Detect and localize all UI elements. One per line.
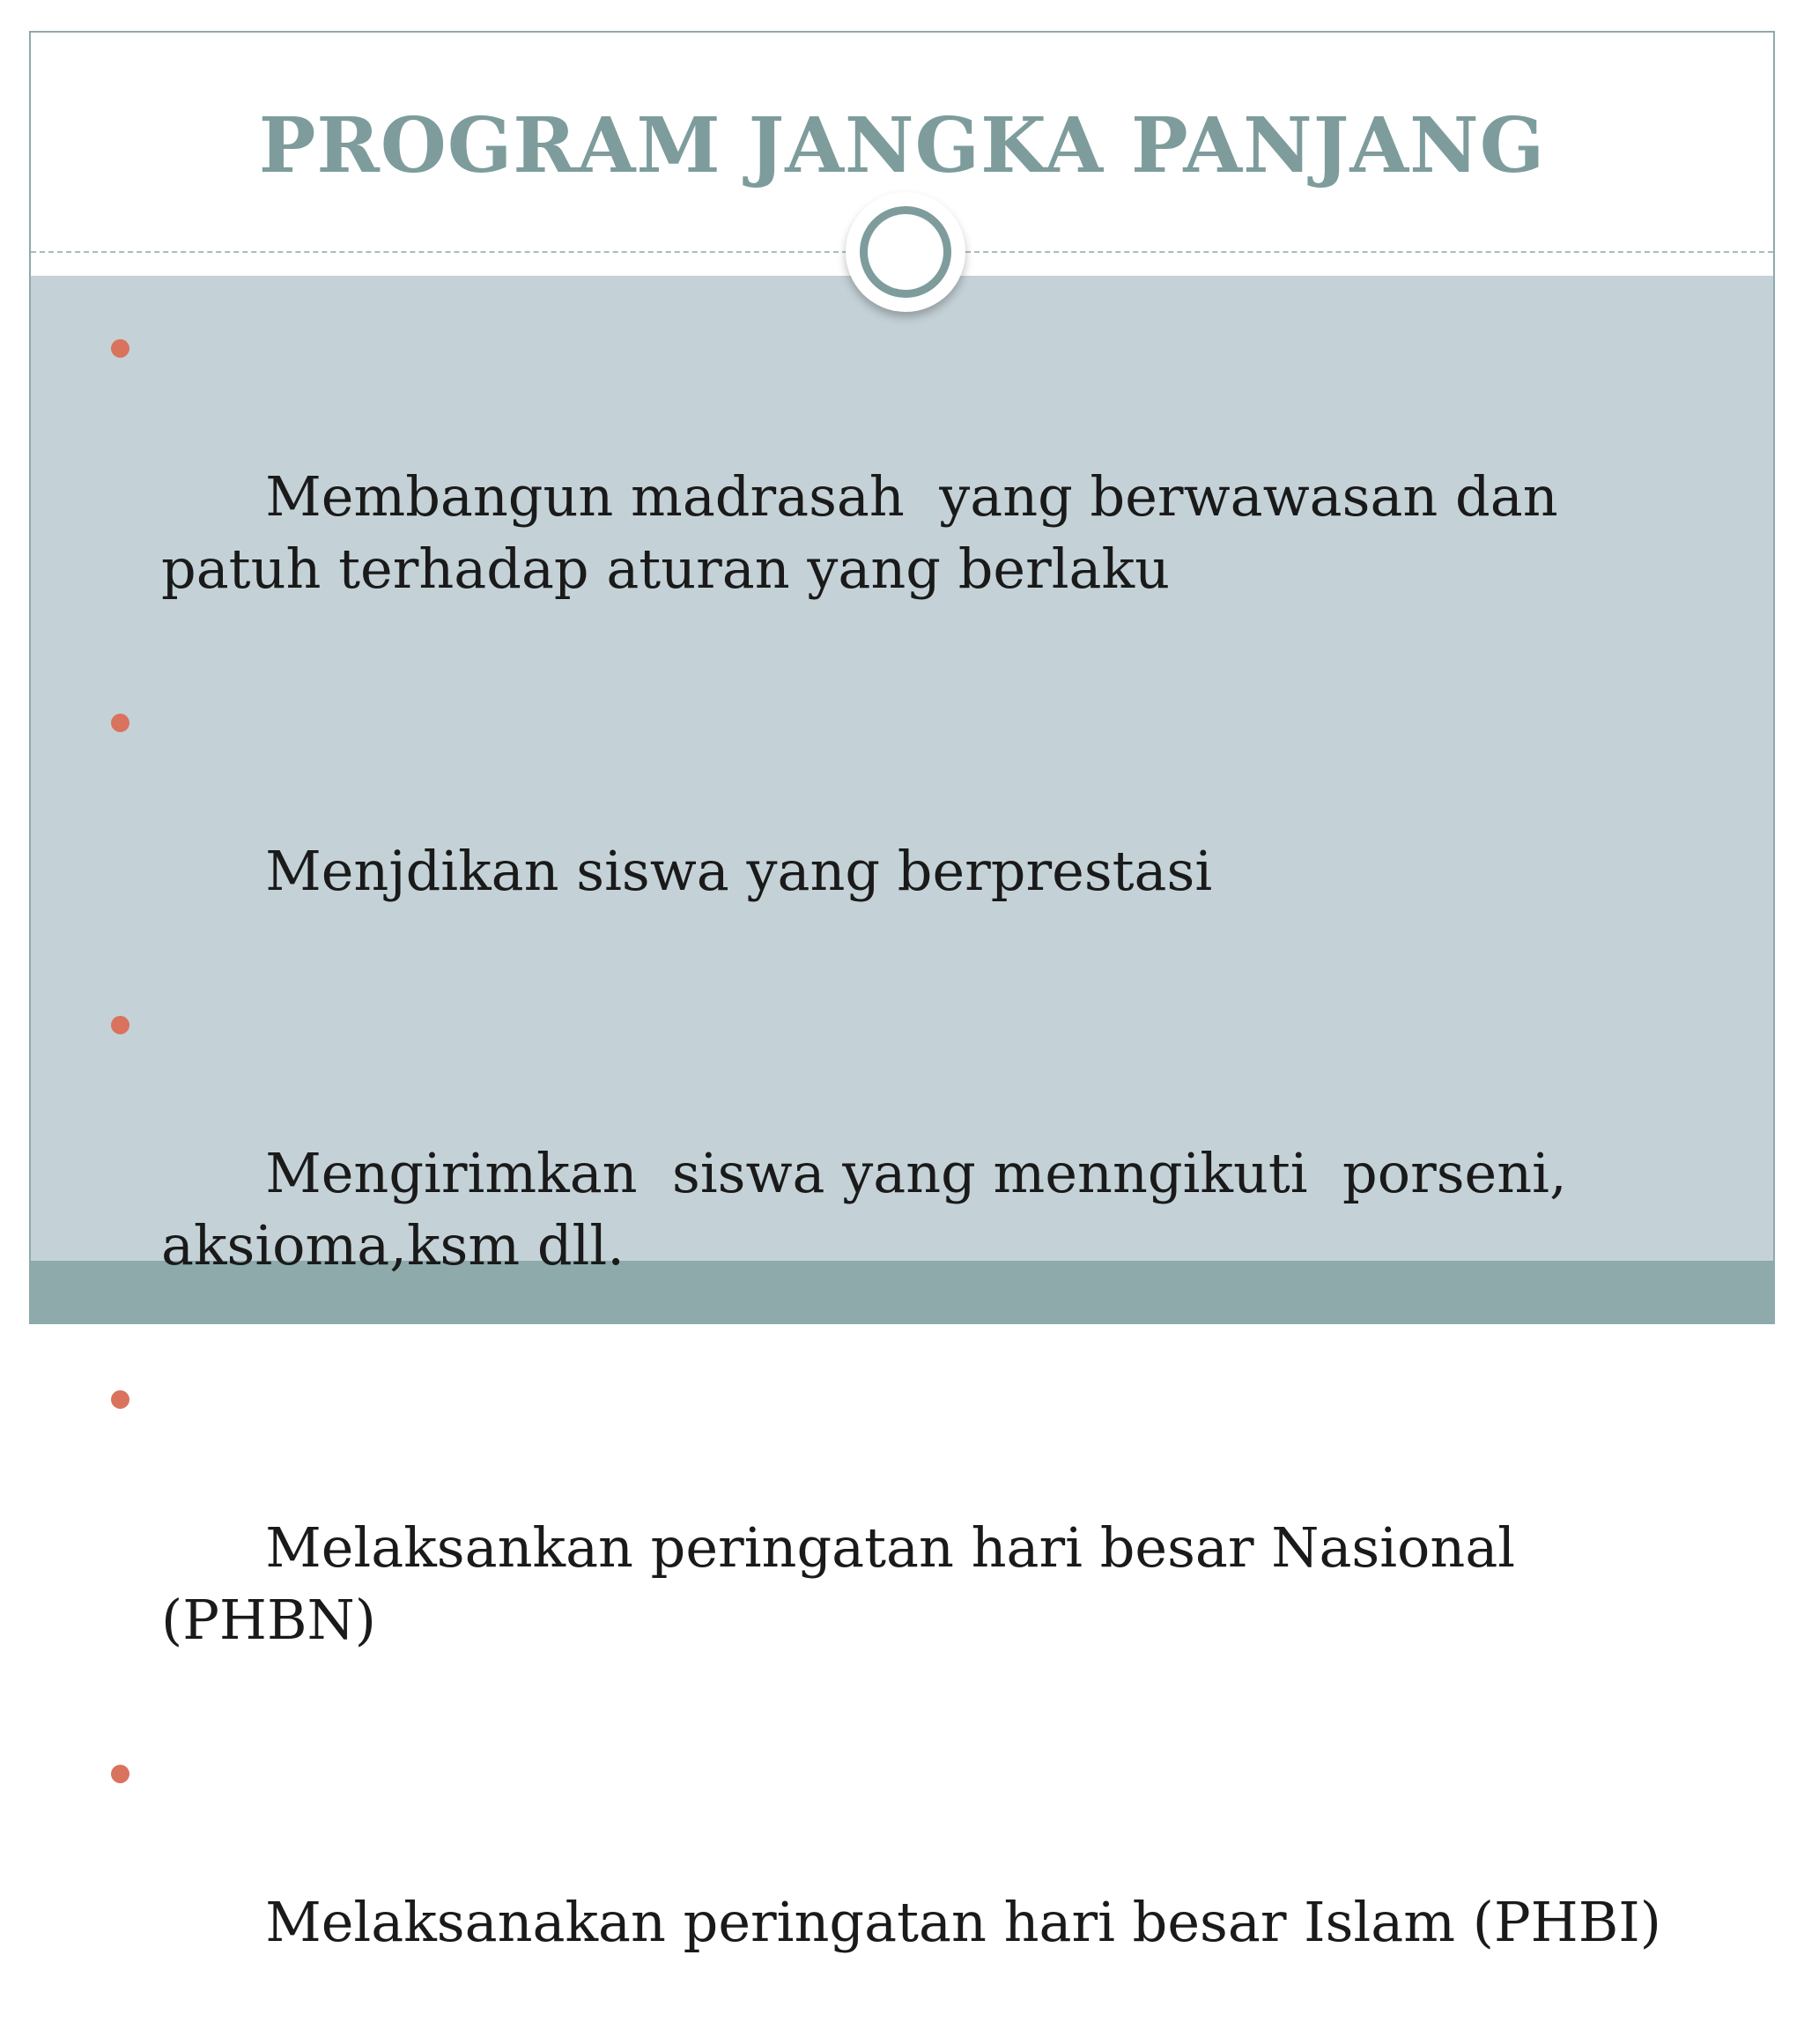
bullet-text: Membangun madrasah yang berwawasan dan patuh terhadap aturan yang berlaku xyxy=(161,464,1576,601)
bullet-text: Melaksankan peringatan hari besar Nasional (PHBN) xyxy=(161,1515,1533,1652)
bullet-item xyxy=(84,993,1669,1354)
bullet-dot-icon xyxy=(111,714,129,732)
bullet-item xyxy=(84,691,1669,980)
ring-icon xyxy=(846,192,965,312)
bullet-item xyxy=(84,1742,1669,2031)
bullet-item xyxy=(84,316,1669,678)
bullet-list xyxy=(84,316,1669,2044)
bullet-dot-icon xyxy=(111,1016,129,1034)
bullet-text: Melaksanakan peringatan hari besar Islam (PHBI) xyxy=(265,1890,1661,1954)
bullet-item xyxy=(84,1367,1669,1729)
slide xyxy=(29,31,1775,1954)
slide-title: PROGRAM JANGKA PANJANG xyxy=(258,101,1546,190)
bullet-dot-icon xyxy=(111,1765,129,1783)
bullet-dot-icon xyxy=(111,1390,129,1409)
ring-inner xyxy=(860,206,951,298)
bullet-text: Menjdikan siswa yang berprestasi xyxy=(265,839,1213,903)
bullet-text: Mengirimkan siswa yang menngikuti porseni, aksioma,ksm dll. xyxy=(161,1141,1585,1278)
bullet-dot-icon xyxy=(111,339,129,358)
